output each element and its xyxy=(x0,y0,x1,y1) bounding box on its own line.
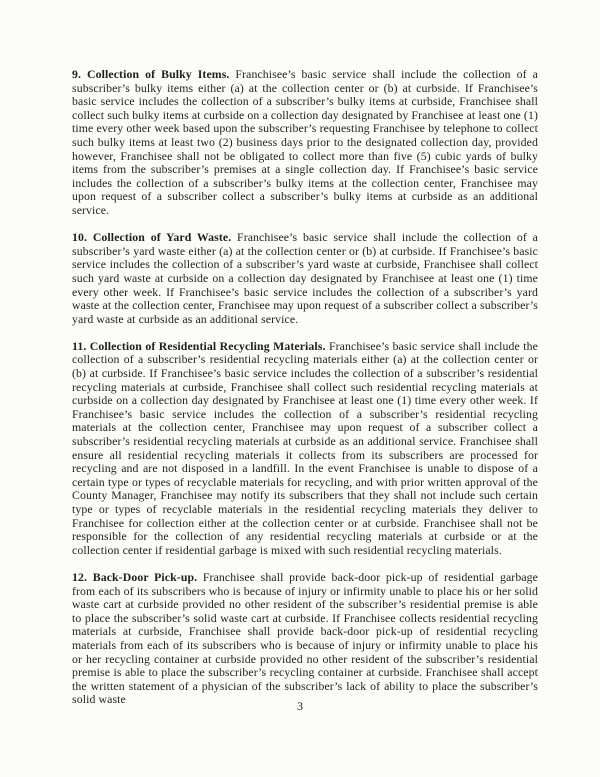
paragraph-body: Franchisee’s basic service shall include the collection of a subscriber’s yard waste either (a) at the collection center or (b) at curbside. If Franchisee’s basic service includes the collection of a subscriber’s yard waste at curbside, Franchisee shall collect such yard waste at curbside on a collection day designated by Franchisee at least one (1) time every other week. If Franchisee’s basic service includes the collection of a subscriber’s yard waste at the collection center, Franchisee may upon request of a subscriber collect a subscriber’s yard waste at curbside as an additional service. xyxy=(72,230,538,326)
page-number: 3 xyxy=(297,699,303,713)
paragraph-heading: 12. Back-Door Pick-up. xyxy=(72,569,198,584)
paragraph-collection-of-bulky-items xyxy=(72,68,538,218)
paragraph-heading: 9. Collection of Bulky Items. xyxy=(72,67,230,81)
paragraph-heading: 11. Collection of Residential Recycling Materials. xyxy=(72,338,326,353)
page-footer xyxy=(0,697,600,715)
paragraph-collection-of-residential-recycling-materials xyxy=(72,340,538,558)
paragraph-body: Franchisee’s basic service shall include the collection of a subscriber’s bulky items either (a) at the collection center or (b) at curbside. If Franchisee’s basic service includes the collection of a subscriber’s bulky items at curbside, Franchisee shall collect such bulky items at curbside on a collection day designated by Franchisee at least one (1) time every other week based upon the subscriber’s requesting Franchisee by telephone to collect such bulky items at least two (2) business days prior to the designated collection day, provided however, Franchisee shall not be obligated to collect more than five (5) cubic yards of bulky items from the subscriber’s premises at a single collection day. If Franchisee’s basic service includes the collection of a subscriber’s bulky items at the collection center, Franchisee may upon request of a subscriber collect a subscriber’s bulky items at curbside as an additional service. xyxy=(72,67,538,217)
paragraph-heading: 10. Collection of Yard Waste. xyxy=(72,230,232,245)
paragraph-back-door-pick-up xyxy=(72,571,538,707)
document-text-column xyxy=(72,68,538,707)
paragraph-collection-of-yard-waste xyxy=(72,231,538,326)
paragraph-body: Franchisee shall provide back-door pick-up of residential garbage from each of its subscribers who is because of injury or infirmity unable to place his or her solid waste cart at curbside provided no other resident of the subscriber’s residential premise is able to place the subscriber’s solid waste cart at curbside. If Franchisee collects residential recycling materials at curbside, Franchisee shall provide back-door pick-up of residential recycling materials from each of its subscribers who is because of injury or infirmity unable to place his or her recycling container at curbside provided no other resident of the subscriber’s residential premise is able to place the subscriber’s recycling container at curbside. Franchisee shall accept the written statement of a physician of the subscriber’s lack of ability to place the subscriber’s solid waste xyxy=(72,569,538,707)
paragraph-body: Franchisee’s basic service shall include the collection of a subscriber’s residential recycling materials either (a) at the collection center or (b) at curbside. If Franchisee’s basic service includes the collection of a subscriber’s residential recycling materials at curbside, Franchisee shall collect such residential recycling materials at curbside on a collection day designated by Franchisee at least one (1) time every other week. If Franchisee’s basic service includes the collection of a subscriber’s residential recycling materials at the collection center, Franchisee may upon request of a subscriber collect a subscriber’s residential recycling materials at curbside as an additional service. Franchisee shall ensure all residential recycling materials it collects from its subscribers are processed for recycling and are not disposed in a landfill. In the event Franchisee is unable to dispose of a certain type or types of recyclable materials for recycling, and with prior written approval of the County Manager, Franchisee may notify its subscribers that they shall not include such certain type or types of recyclable materials in the residential recycling materials they deliver to Franchisee for collection either at the collection center or at curbside. Franchisee shall not be responsible for the collection of any residential recycling materials at curbside or at the collection center if residential garbage is mixed with such residential recycling materials. xyxy=(72,338,538,557)
